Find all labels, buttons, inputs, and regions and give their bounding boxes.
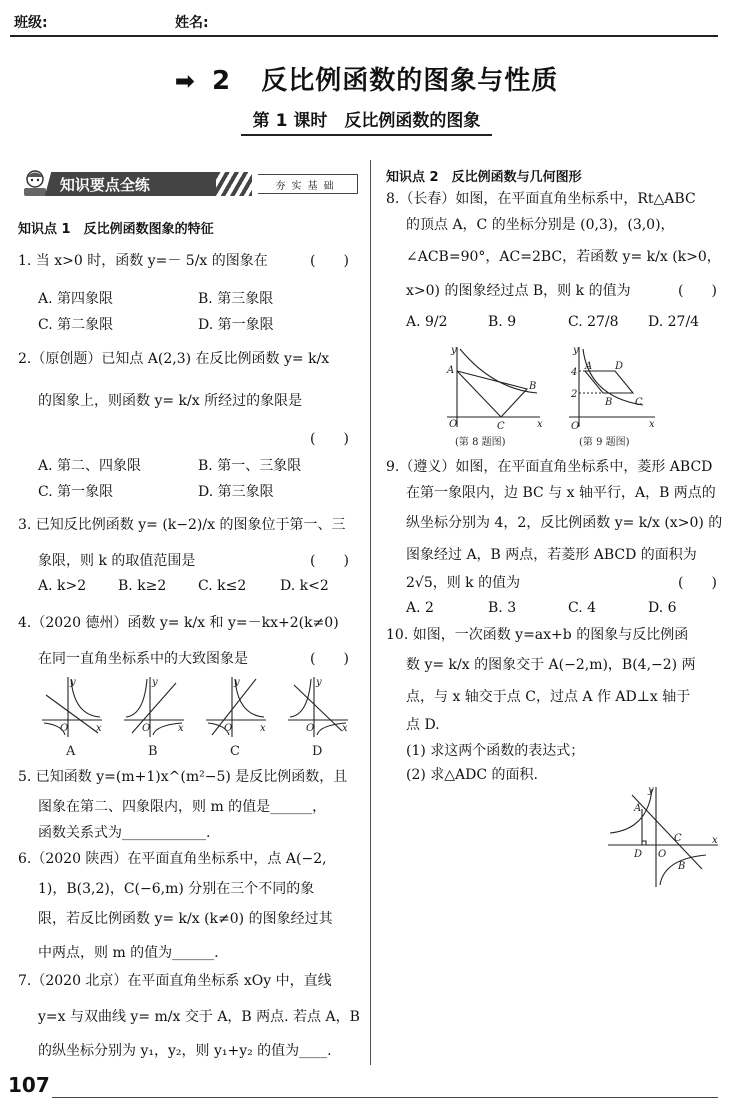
svg-text:D: D	[634, 849, 643, 860]
svg-text:y: y	[70, 677, 76, 688]
q1-option-a: A. 第四象限	[38, 291, 114, 307]
q9-line1: 9.（遵义）如图，在平面直角坐标系中，菱形 ABCD	[386, 459, 713, 475]
q3-option-b: B. k≥2	[118, 578, 167, 594]
svg-text:x: x	[712, 835, 718, 846]
svg-text:C: C	[674, 833, 682, 844]
q8-answer-blank: ( )	[678, 283, 717, 299]
q7-line1: 7.（2020 北京）在平面直角坐标系 xOy 中，直线	[18, 973, 332, 989]
svg-text:x: x	[537, 419, 543, 430]
q1-option-b: B. 第三象限	[198, 291, 274, 307]
q3-option-c: C. k≤2	[198, 578, 247, 594]
q3-option-a: A. k>2	[38, 578, 87, 594]
column-divider	[370, 160, 371, 1065]
q4-label-d: D	[312, 744, 323, 759]
q4-label-c: C	[230, 744, 240, 759]
svg-text:x: x	[342, 723, 348, 734]
q10-line2: 数 y= k/x 的图象交于 A(−2,m)，B(4,−2) 两	[406, 657, 696, 673]
q1-option-c: C. 第二象限	[38, 317, 114, 333]
section-banner	[20, 168, 360, 198]
q8-line1: 8.（长春）如图，在平面直角坐标系中，Rt△ABC	[386, 191, 696, 207]
q8-option-b: B. 9	[488, 314, 517, 330]
svg-text:2: 2	[571, 389, 578, 400]
q7-line2: y=x 与双曲线 y= m/x 交于 A，B 两点. 若点 A，B	[38, 1009, 360, 1025]
q10-line3: 点，与 x 轴交于点 C，过点 A 作 AD⊥x 轴于	[406, 689, 691, 705]
svg-text:B: B	[678, 861, 686, 872]
q9-line3: 纵坐标分别为 4，2，反比例函数 y= k/x (x>0) 的	[406, 515, 723, 531]
q7-line3: 的纵坐标分别为 y₁，y₂，则 y₁+y₂ 的值为____.	[38, 1043, 332, 1059]
q8-line2: 的顶点 A，C 的坐标分别是 (0,3)，(3,0)，	[406, 217, 675, 233]
page-number: 107	[8, 1073, 50, 1097]
q6-line3: 限，若反比例函数 y= k/x (k≠0) 的图象经过其	[38, 911, 333, 927]
q6-line4: 中两点，则 m 的值为______.	[38, 945, 219, 961]
banner-tag: 夯实基础	[258, 174, 358, 194]
knowledge-point-1: 知识点 1 反比例函数图象的特征	[18, 222, 214, 237]
q4-line1: 4.（2020 德州）函数 y= k/x 和 y=－kx+2(k≠0)	[18, 615, 339, 631]
svg-text:y: y	[316, 677, 322, 688]
svg-text:A: A	[634, 803, 642, 814]
lesson-title	[0, 60, 733, 97]
q5-line2: 图象在第二、四象限内，则 m 的值是______，	[38, 799, 327, 815]
q3-option-d: D. k<2	[280, 578, 329, 594]
svg-text:O: O	[142, 723, 151, 734]
q4-label-b: B	[148, 744, 158, 759]
q4-line2: 在同一直角坐标系中的大致图象是	[38, 651, 248, 667]
banner-title: 知识要点全练	[45, 172, 229, 196]
q1-stem: 1. 当 x>0 时，函数 y=－ 5/x 的图象在	[18, 253, 268, 269]
svg-text:A: A	[447, 365, 455, 376]
q8-option-a: A. 9/2	[406, 314, 448, 330]
q1-option-d: D. 第一象限	[198, 317, 274, 333]
q2-option-c: C. 第一象限	[38, 484, 114, 500]
q9-line4: 图象经过 A，B 两点，若菱形 ABCD 的面积为	[406, 547, 697, 563]
svg-text:y: y	[451, 345, 457, 356]
svg-text:x: x	[178, 723, 184, 734]
q2-line2: 的图象上，则函数 y= k/x 所经过的象限是	[38, 393, 303, 409]
q2-option-b: B. 第一、三象限	[198, 458, 302, 474]
q9-option-b: B. 3	[488, 600, 517, 616]
svg-text:y: y	[573, 345, 579, 356]
q2-option-a: A. 第二、四象限	[38, 458, 142, 474]
svg-text:x: x	[649, 419, 655, 430]
svg-text:x: x	[96, 723, 102, 734]
svg-text:y: y	[648, 785, 654, 796]
q8-option-d: D. 27/4	[648, 314, 700, 330]
q6-line1: 6.（2020 陕西）在平面直角坐标系中，点 A(−2,	[18, 851, 327, 867]
header-rule	[10, 35, 718, 37]
q2-answer-blank: ( )	[310, 431, 349, 447]
q5-line3: 函数关系式为____________.	[38, 825, 211, 841]
q10-sub2: (2) 求△ADC 的面积.	[406, 767, 538, 783]
lesson-subtitle: 第 1 课时 反比例函数的图象	[0, 106, 733, 136]
q1-answer-blank: ( )	[310, 253, 349, 269]
q10-line1: 10. 如图，一次函数 y=ax+b 的图象与反比例函	[386, 627, 689, 643]
svg-text:B: B	[605, 397, 613, 408]
q2-line1: 2.（原创题）已知点 A(2,3) 在反比例函数 y= k/x	[18, 351, 330, 367]
footer-rule	[52, 1097, 718, 1098]
name-label: 姓名:	[175, 15, 209, 31]
q5-line1: 5. 已知函数 y=(m+1)x^(m²−5) 是反比例函数，且	[18, 769, 348, 785]
q6-line2: 1)，B(3,2)，C(−6,m) 分别在三个不同的象	[38, 881, 315, 897]
svg-text:C: C	[635, 397, 643, 408]
q9-line2: 在第一象限内，边 BC 与 x 轴平行，A，B 两点的	[406, 485, 716, 501]
q8-option-c: C. 27/8	[568, 314, 619, 330]
q9-option-c: C. 4	[568, 600, 597, 616]
q10-figure	[606, 785, 726, 890]
class-label: 班级:	[14, 15, 48, 31]
svg-text:O: O	[658, 849, 667, 860]
q8-caption: (第 8 题图)	[455, 437, 506, 448]
q4-label-a: A	[66, 744, 76, 759]
q9-caption: (第 9 题图)	[579, 437, 630, 448]
lesson-number: 2	[211, 66, 232, 96]
q9-line5: 2√5，则 k 的值为	[406, 575, 521, 591]
q9-option-a: A. 2	[406, 600, 434, 616]
q2-option-d: D. 第三象限	[198, 484, 274, 500]
q10-line4: 点 D.	[406, 717, 440, 733]
knowledge-point-2: 知识点 2 反比例函数与几何图形	[386, 170, 582, 185]
svg-text:A: A	[585, 361, 593, 372]
lesson-title-text: 反比例函数的图象与性质	[261, 66, 559, 96]
q10-sub1: (1) 求这两个函数的表达式；	[406, 743, 585, 759]
q3-line2: 象限，则 k 的取值范围是	[38, 553, 196, 569]
svg-text:y: y	[234, 677, 240, 688]
svg-text:C: C	[497, 421, 505, 432]
svg-text:O: O	[306, 723, 315, 734]
q3-answer-blank: ( )	[310, 553, 349, 569]
q8-figure	[447, 347, 540, 427]
svg-text:4: 4	[571, 367, 578, 378]
svg-text:O: O	[224, 723, 233, 734]
svg-text:B: B	[529, 381, 537, 392]
arrow-right-icon: ➡	[174, 67, 196, 95]
banner-stripes	[216, 172, 252, 196]
q9-option-d: D. 6	[648, 600, 677, 616]
svg-text:y: y	[152, 677, 158, 688]
q4-graphs	[40, 675, 360, 760]
q3-line1: 3. 已知反比例函数 y= (k−2)/x 的图象位于第一、三	[18, 517, 346, 533]
svg-text:O: O	[571, 421, 580, 432]
svg-text:x: x	[260, 723, 266, 734]
svg-text:O: O	[449, 419, 458, 430]
svg-text:O: O	[60, 723, 69, 734]
q9-answer-blank: ( )	[678, 575, 717, 591]
q8-line3: ∠ACB=90°，AC=2BC，若函数 y= k/x (k>0，	[406, 249, 721, 265]
q4-answer-blank: ( )	[310, 651, 349, 667]
q8-q9-figures	[445, 345, 660, 450]
svg-text:D: D	[615, 361, 624, 372]
q8-line4: x>0) 的图象经过点 B，则 k 的值为	[406, 283, 631, 299]
q9-figure	[569, 347, 655, 427]
